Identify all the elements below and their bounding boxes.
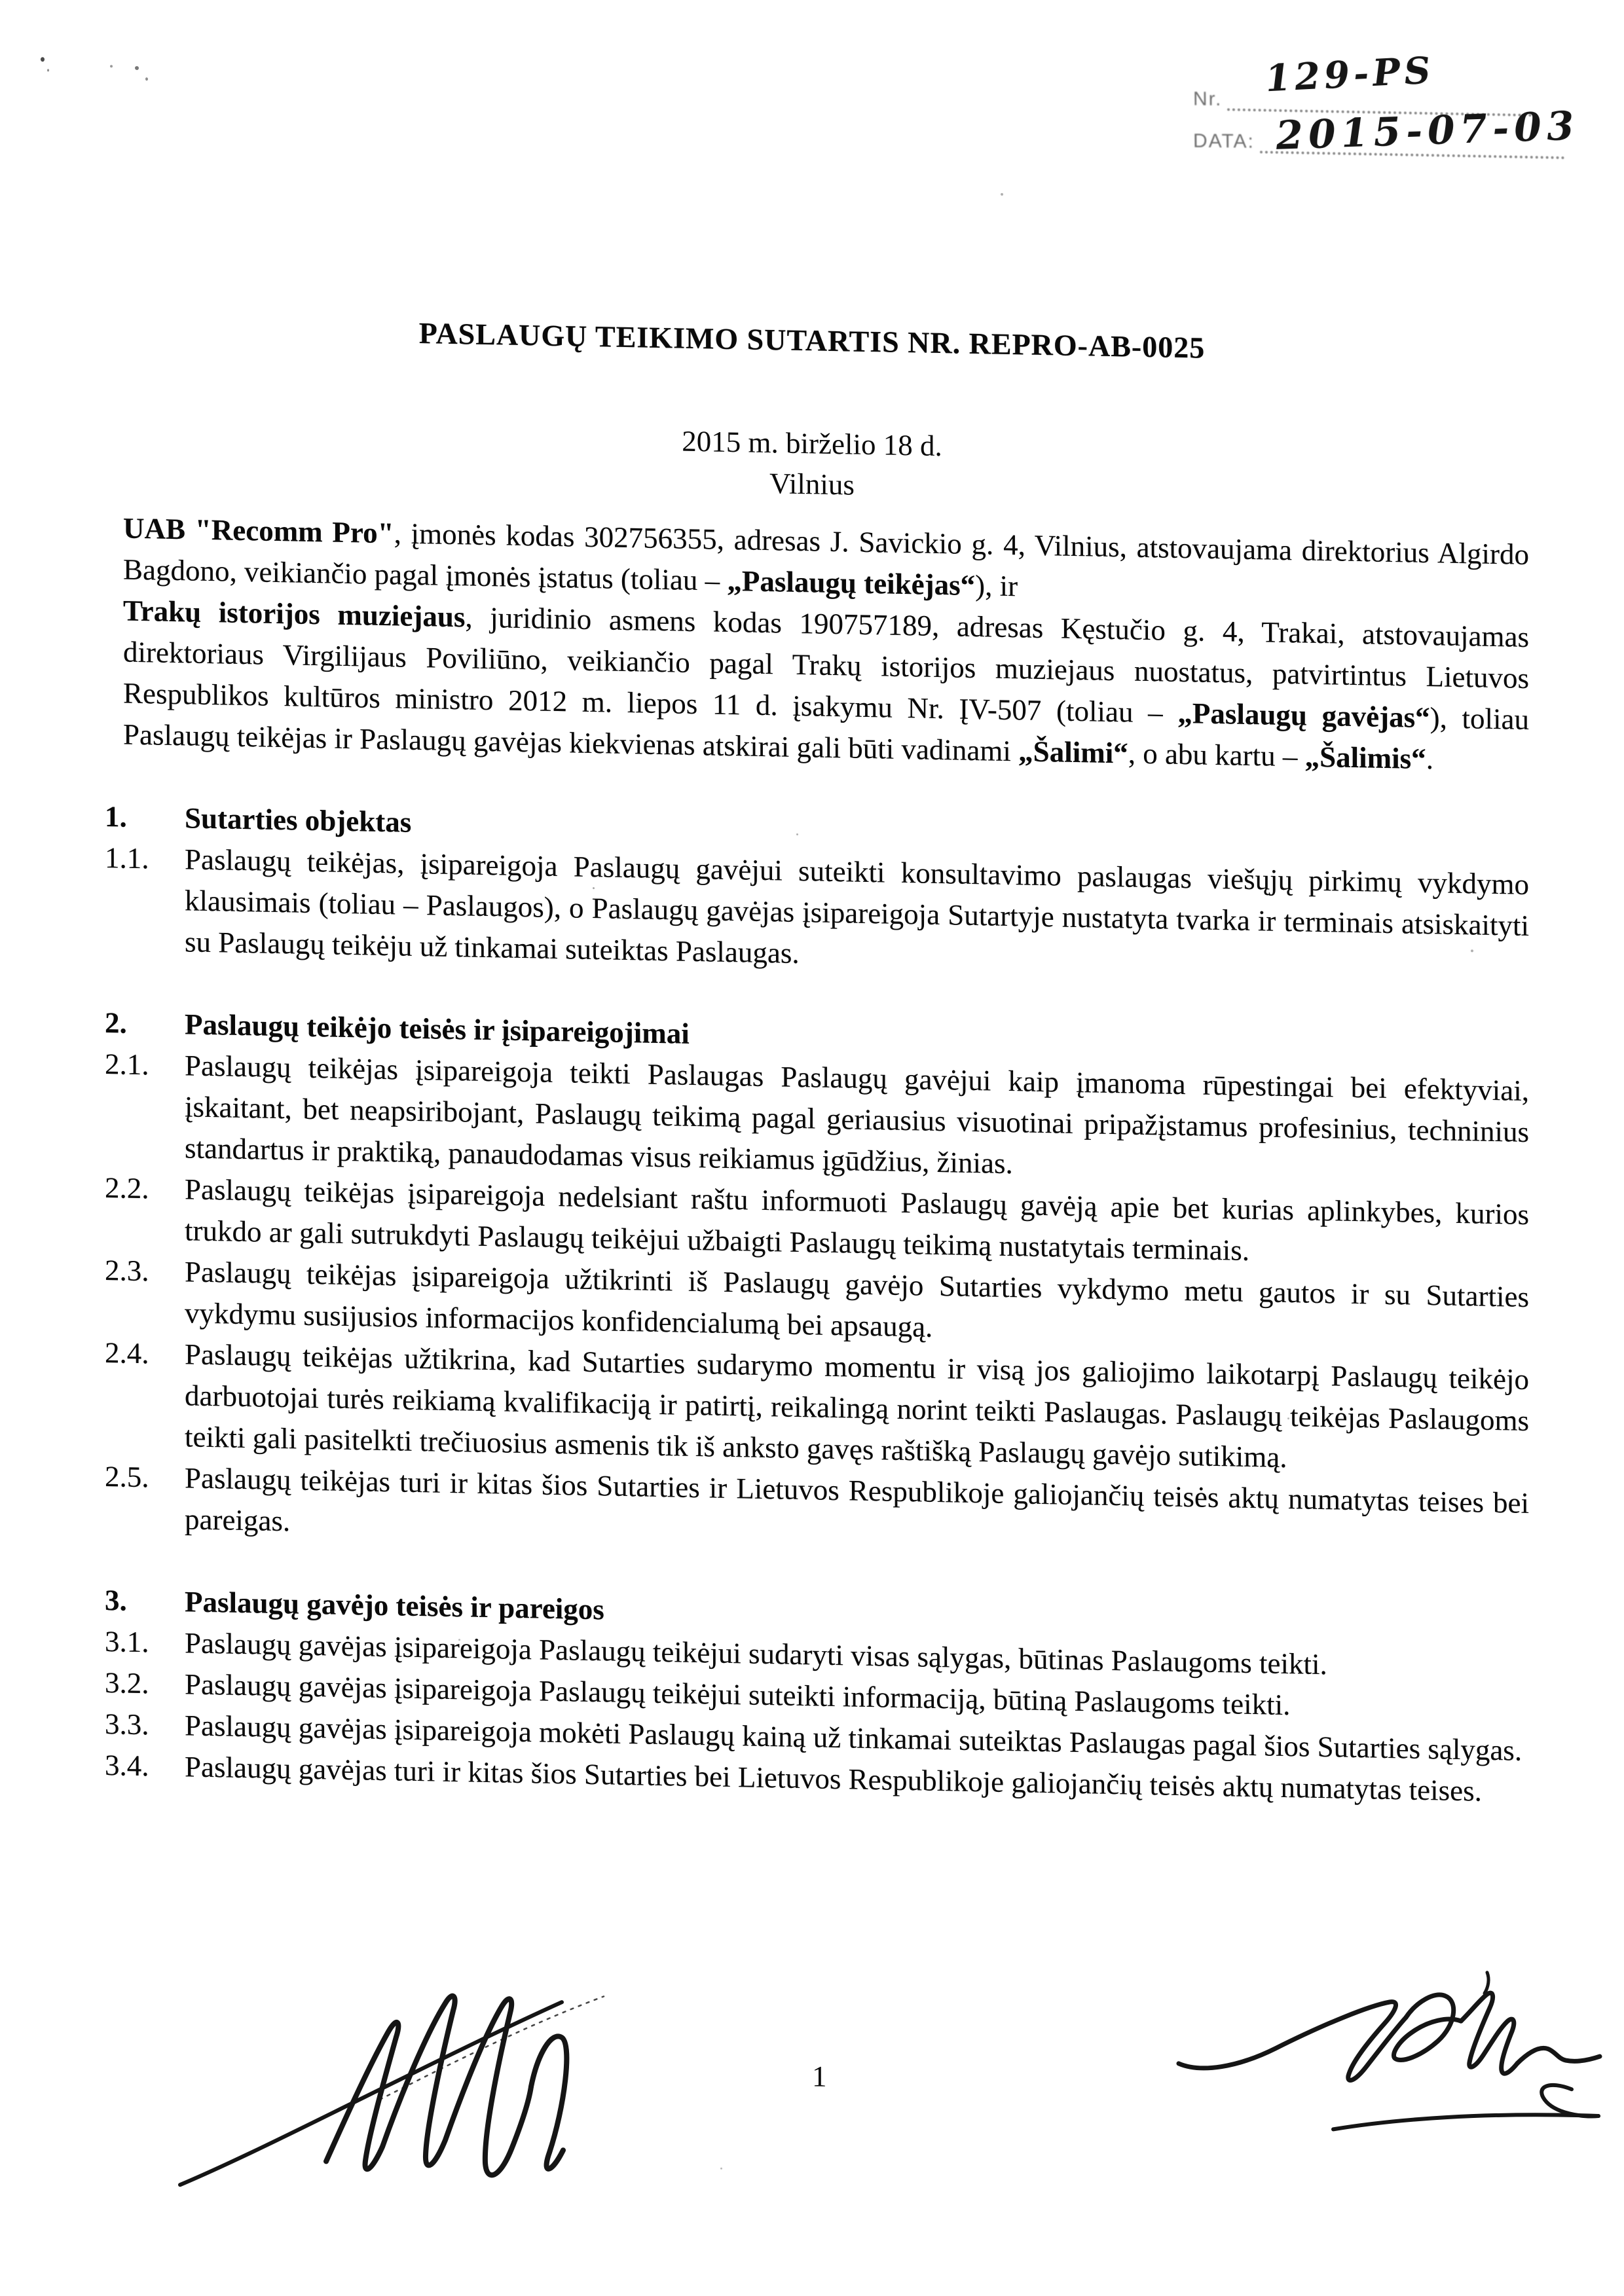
contract-place: Vilnius — [769, 467, 855, 501]
clause-text: Paslaugų teikėjas, įsipareigoja Paslaugų gavėjui suteikti konsultavimo paslaugas viešųjų pirkimų vykdymo klausimais (toliau – Paslaugos), o Paslaugų gavėjas įsipareigoja Sutartyje nustatyta tvarka ir terminais atsiskaityti su Paslaugų teikėju už tinkamai suteiktas Paslaugas. — [185, 843, 1529, 970]
contract-title: PASLAUGŲ TEIKIMO SUTARTIS NR. REPRO-AB-0025 — [418, 316, 1206, 365]
preamble-text: ), ir — [975, 569, 1018, 603]
section-title: Sutarties objektas — [185, 801, 412, 839]
scan-noise-speck — [593, 887, 595, 889]
stamp-date-label: DATA: — [1192, 130, 1255, 153]
contract-body — [105, 507, 1529, 1813]
scan-noise-speck — [458, 1639, 460, 1641]
section-title: Paslaugų gavėjo teisės ir pareigos — [185, 1585, 604, 1626]
preamble-service-recipient — [123, 591, 1529, 782]
scan-noise-speck — [47, 69, 49, 71]
scan-noise-speck — [796, 833, 798, 835]
clause-number: 3.1. — [105, 1625, 149, 1659]
clause-text: Paslaugų gavėjas įsipareigoja mokėti Paslaugų kainą už tinkamai suteiktas Paslaugas pagal šios Sutarties sąlygas. — [185, 1709, 1522, 1767]
scan-noise-speck — [1001, 193, 1003, 196]
preamble-text: , o abu kartu – — [1128, 737, 1305, 773]
party-alias: „Šalimi“ — [1018, 735, 1128, 770]
clause-text: Paslaugų teikėjas įsipareigoja užtikrinti iš Paslaugų gavėjo Sutarties vykdymo metu gautos ir su Sutarties vykdymu susijusios informacijos konfidencialumą bei apsaugą. — [185, 1255, 1529, 1343]
signature-left-handwritten-signature-icon — [170, 1967, 629, 2205]
clause-text: Paslaugų teikėjas užtikrina, kad Sutarties sudarymo momentu ir visą jos galiojimo laikotarpį Paslaugų teikėjo darbuotojai turės reikiamą kvalifikaciją ir patirtį, reikalingą norint teikti Paslaugas. Paslaugų teikėjas Paslaugoms teikti gali pasitelkti trečiuosius asmenis tik iš anksto gavęs raštišką Paslaugų gavėjo sutikimą. — [185, 1338, 1529, 1474]
section-number: 1. — [105, 800, 127, 833]
clause-number: 3.4. — [105, 1749, 149, 1783]
preamble-text: , įmonės kodas 302756355, adresas J. Savickio g. 4, Vilnius, atstovaujama direktorius Algirdo Bagdono, veikiančio pagal įmonės įstatus (toliau – — [123, 517, 1530, 597]
stamp-nr-value-handwritten: 129-PS — [1264, 48, 1436, 101]
clause-number: 2.4. — [105, 1336, 149, 1370]
parties-alias: „Šalimis“ — [1304, 740, 1426, 776]
recipient-name: Trakų istorijos muziejaus — [123, 594, 466, 634]
clause-1-1 — [105, 837, 1529, 988]
clause-number: 3.3. — [105, 1707, 149, 1741]
clause-text: Paslaugų teikėjas įsipareigoja teikti Paslaugas Paslaugų gavėjui kaip įmanoma rūpestingai bei efektyviai, įskaitant, bet neapsiribojant, Paslaugų teikimą pagal geriausius visuotinai pripažįstamus profesinius, techninius standartus ir praktiką, panaudodamas visus reikiamus įgūdžius, žinias. — [185, 1049, 1529, 1180]
scan-noise-speck — [110, 65, 113, 67]
page-number: 1 — [812, 2060, 827, 2093]
stamp-nr-label: Nr. — [1192, 88, 1223, 110]
section-number: 2. — [105, 1006, 127, 1040]
registration-stamp — [1192, 48, 1606, 172]
preamble-text: ), toliau Paslaugų teikėjas ir Paslaugų gavėjas kiekvienas atskirai gali būti vadinami — [123, 701, 1529, 768]
clause-text: Paslaugų gavėjas įsipareigoja Paslaugų teikėjui sudaryti visas sąlygas, būtinas Paslaugoms teikti. — [185, 1626, 1327, 1681]
scan-noise-speck — [1287, 1417, 1289, 1419]
scan-noise-speck — [145, 77, 148, 81]
signature-right-handwritten-signature-icon — [1171, 1925, 1610, 2149]
provider-name: UAB "Recomm Pro" — [123, 511, 394, 550]
section-title: Paslaugų teikėjo teisės ir įsipareigojimai — [185, 1008, 690, 1050]
contract-date: 2015 m. birželio 18 d. — [682, 424, 942, 463]
provider-alias: „Paslaugų teikėjas“ — [727, 564, 976, 602]
stamp-date-value-handwritten: 2015-07-03 — [1274, 103, 1581, 159]
clause-text: Paslaugų teikėjas turi ir kitas šios Sutarties ir Lietuvos Respublikoje galiojančių teisės aktų numatytas teises bei pareigas. — [185, 1461, 1529, 1538]
scan-noise-speck — [1471, 949, 1473, 952]
stamp-date-row — [1192, 103, 1606, 172]
clause-number: 2.1. — [105, 1048, 149, 1082]
clause-text: Paslaugų teikėjas įsipareigoja nedelsiant raštu informuoti Paslaugų gavėją apie bet kurias aplinkybes, kurios trukdo ar gali sutrukdyti Paslaugų teikėjui užbaigti Paslaugų teikimą nustatytais terminais. — [185, 1173, 1529, 1267]
clause-text: Paslaugų gavėjas turi ir kitas šios Sutarties bei Lietuvos Respublikoje galiojančių teisės aktų numatytas teises. — [185, 1750, 1482, 1808]
clause-number: 1.1. — [105, 841, 149, 875]
section-number: 3. — [105, 1584, 127, 1617]
recipient-alias: „Paslaugų gavėjas“ — [1177, 696, 1430, 735]
clause-text: Paslaugų gavėjas įsipareigoja Paslaugų teikėjui suteikti informaciją, būtiną Paslaugoms teikti. — [185, 1667, 1291, 1722]
scan-noise-speck — [135, 66, 139, 70]
scan-noise-speck — [720, 2168, 722, 2170]
preamble-text: , juridinio asmens kodas 190757189, adresas Kęstučio g. 4, Trakai, atstovaujamas direktoriaus Virgilijaus Poviliūno, veikiančio pagal Trakų istorijos muziejaus nuostatus, patvirtintus Lietuvos Respublikos kultūros ministro 2012 m. liepos 11 d. įsakymu Nr. ĮV-507 (toliau – — [123, 600, 1529, 729]
clause-number: 2.3. — [105, 1254, 149, 1288]
clause-number: 3.2. — [105, 1666, 149, 1700]
scan-noise-speck — [41, 57, 45, 62]
clause-number: 2.2. — [105, 1171, 149, 1205]
clause-number: 2.5. — [105, 1460, 149, 1494]
preamble-text: . — [1426, 742, 1433, 776]
